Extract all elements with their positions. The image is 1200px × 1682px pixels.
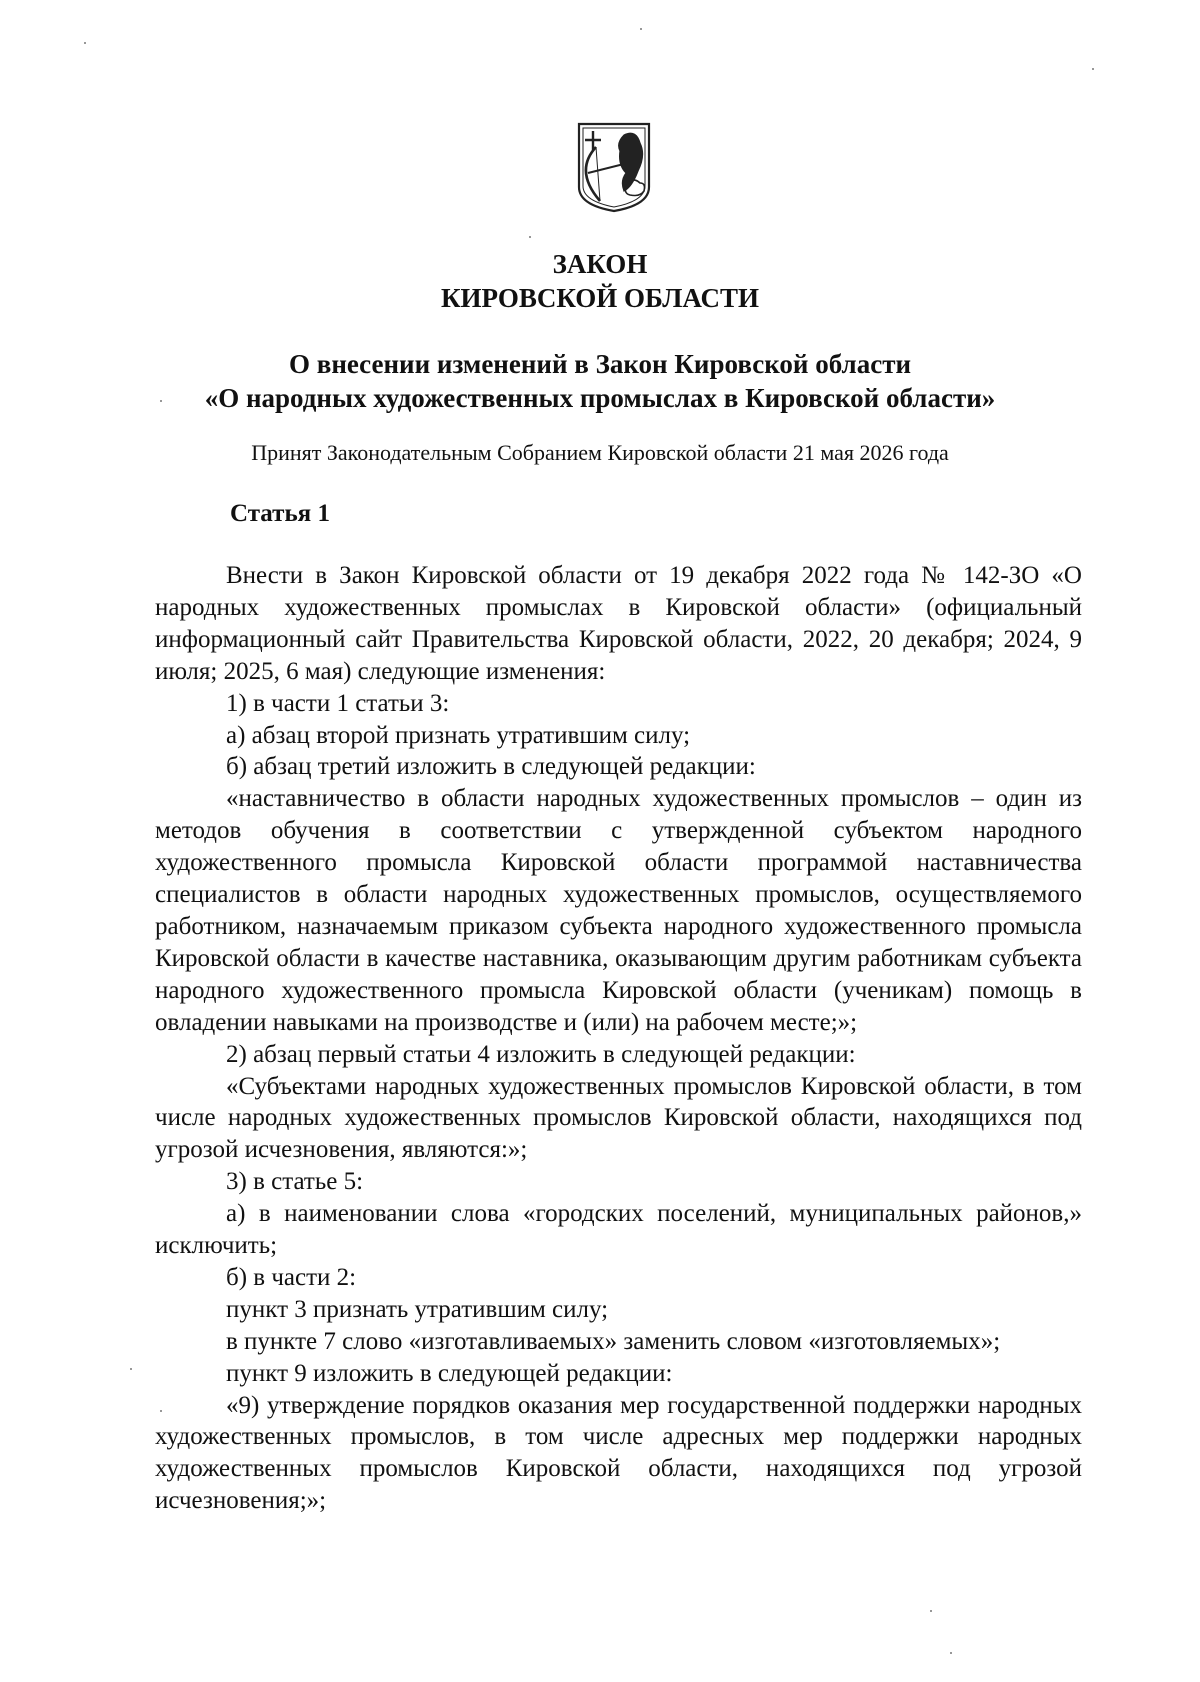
article-paragraph: 1) в части 1 статьи 3: <box>226 689 450 717</box>
law-title: ЗАКОН <box>552 249 648 279</box>
article-paragraph: Внести в Закон Кировской области от 19 декабря 2022 года № 142-ЗО «О народных художественных промыслах в Кировской области» (официальный информационный сайт Правительства Кировской области, 2022, 20 декабря; 2024, 9 июля; 2025, 6 мая) следующие изменения: <box>155 562 1082 685</box>
coat-of-arms-icon <box>576 121 652 213</box>
article-paragraph: 2) абзац первый статьи 4 изложить в следующей редакции: <box>226 1040 856 1068</box>
article-paragraph: «Субъектами народных художественных промыслов Кировской области, в том числе народных художественных промыслов Кировской области, находящихся под угрозой исчезновения, являются:»; <box>155 1072 1082 1164</box>
scan-speck <box>950 1652 952 1654</box>
article-paragraph: а) в наименовании слова «городских поселений, муниципальных районов,» исключить; <box>155 1200 1082 1260</box>
article-paragraph: пункт 3 признать утратившим силу; <box>226 1295 609 1323</box>
law-subject-line-1: О внесении изменений в Закон Кировской области <box>288 349 912 379</box>
scan-speck <box>930 1610 932 1612</box>
adoption-note: Принят Законодательным Собранием Кировской области 21 мая 2026 года <box>251 440 949 465</box>
scan-speck <box>529 236 531 238</box>
article-body <box>155 560 1082 1517</box>
scan-speck <box>160 1410 162 1412</box>
article-paragraph: «9) утверждение порядков оказания мер государственной поддержки народных художественных промыслов, в том числе адресных мер поддержки народных художественных промыслов Кировской области, находящихся под угрозой исчезновения;»; <box>155 1391 1082 1515</box>
scan-speck <box>640 28 642 30</box>
law-region: КИРОВСКОЙ ОБЛАСТИ <box>440 283 760 313</box>
article-paragraph: б) в части 2: <box>226 1263 357 1291</box>
article-paragraph: «наставничество в области народных художественных промыслов – один из методов обучения в соответствии с утвержденной субъектом народного художественного промысла Кировской области программой наставничества специалистов в области народных художественных промыслов, осуществляемого работником, назначаемым приказом субъекта народного художественного промысла Кировской области в качестве наставника, оказывающим другим работникам субъекта народного художественного промысла Кировской области (ученикам) помощь в овладении навыками на производстве и (или) на рабочем месте;»; <box>155 785 1082 1036</box>
article-paragraph: в пункте 7 слово «изготавливаемых» заменить словом «изготовляемых»; <box>226 1327 1001 1355</box>
article-heading: Статья 1 <box>230 500 330 527</box>
scan-speck <box>84 42 86 44</box>
scan-speck <box>1092 68 1094 70</box>
scan-speck <box>160 400 162 402</box>
article-paragraph: 3) в статье 5: <box>226 1168 364 1196</box>
article-paragraph: а) абзац второй признать утратившим силу; <box>226 721 691 749</box>
article-paragraph: пункт 9 изложить в следующей редакции: <box>226 1359 673 1387</box>
scan-speck <box>130 1368 132 1370</box>
article-paragraph: б) абзац третий изложить в следующей редакции: <box>226 753 756 781</box>
law-subject-line-2: «О народных художественных промыслах в Кировской области» <box>204 383 996 413</box>
